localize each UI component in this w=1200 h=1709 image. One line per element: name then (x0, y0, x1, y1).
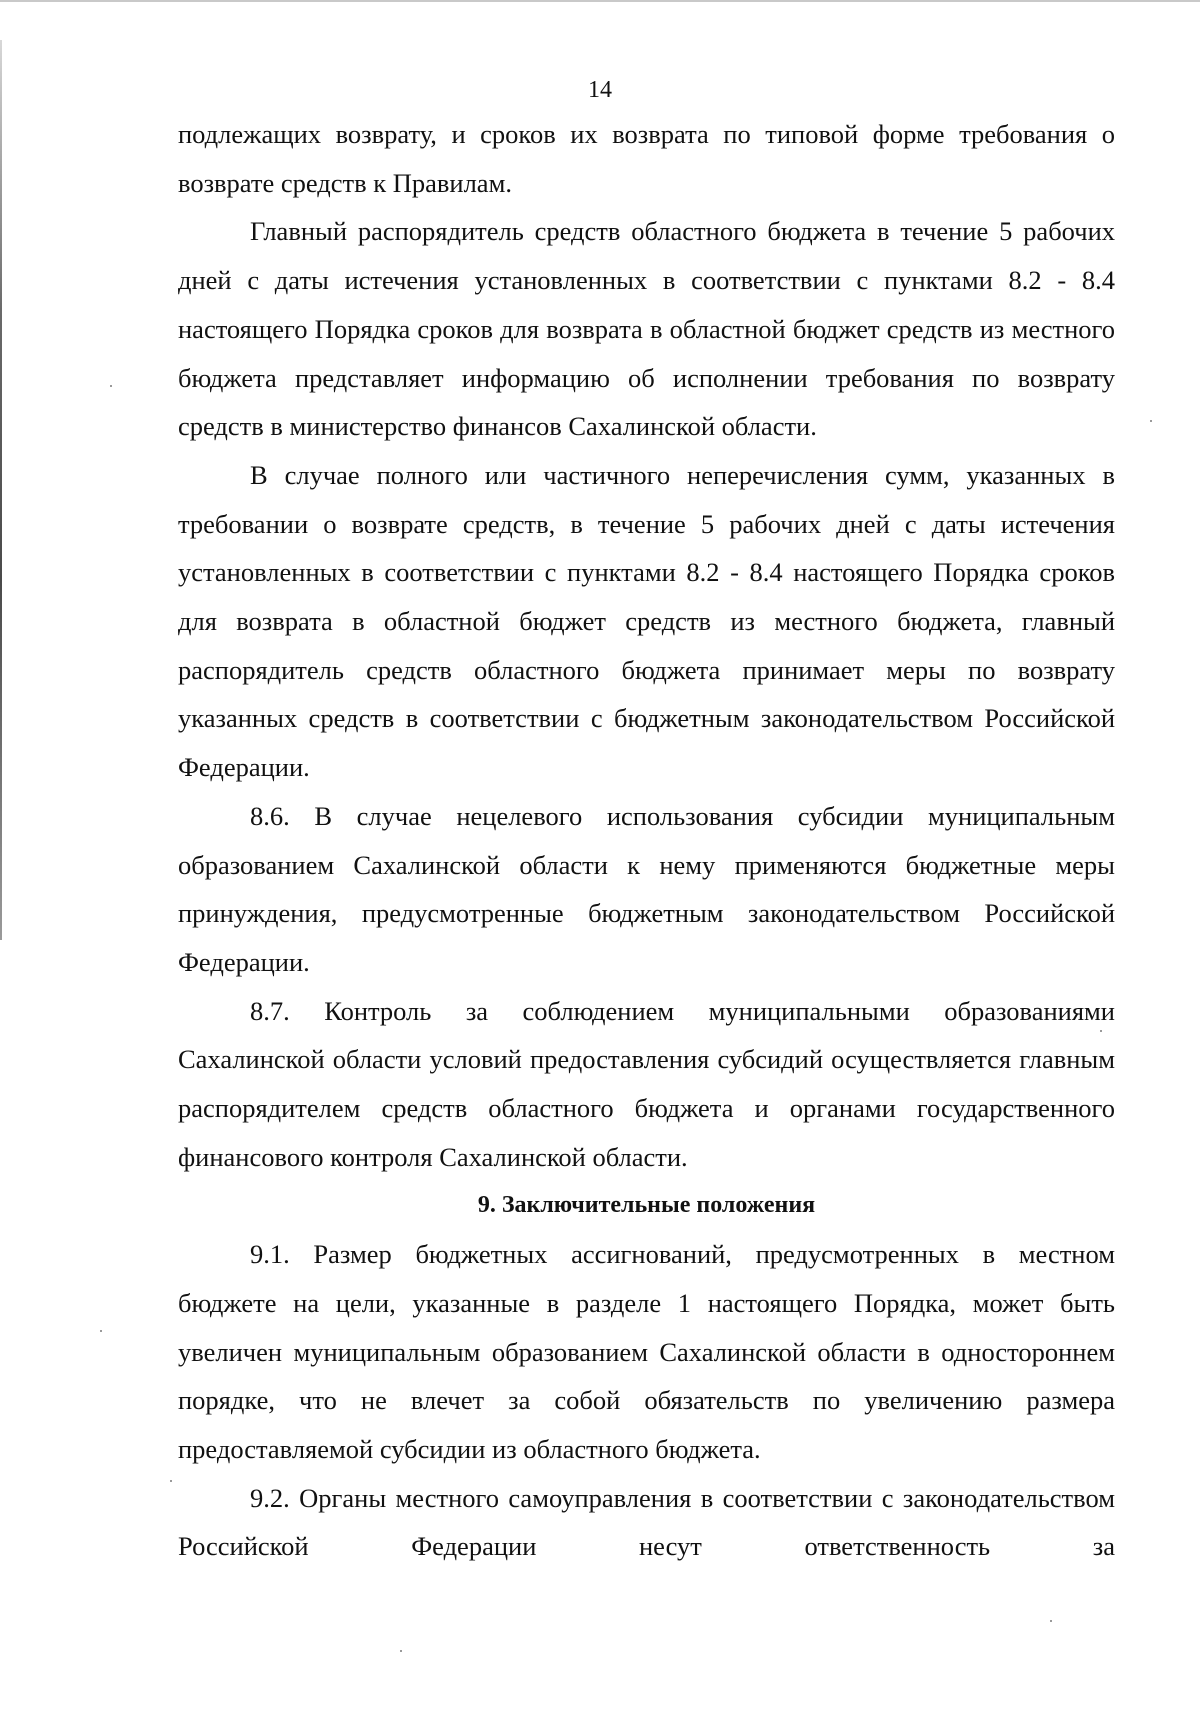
scan-speck (400, 1650, 402, 1652)
paragraph-main-distributor-info: Главный распорядитель средств областного бюджета в течение 5 рабочих дней с даты истечения установленных в соответствии с пунктами 8.2 - 8.4 настоящего Порядка сроков для возврата в областной бюджет средств из местного бюджета представляет информацию об исполнении требования по возврату средств в министерство финансов Сахалинской области. (178, 216, 1115, 442)
paragraph-non-transfer-measures: В случае полного или частичного неперечисления сумм, указанных в требовании о возврате средств, в течение 5 рабочих дней с даты истечения установленных в соответствии с пунктами 8.2 - 8.4 настоящего Порядка сроков для возврата в областной бюджет средств из местного бюджета, главный распорядитель средств областного бюджета принимает меры по возврату указанных средств в соответствии с бюджетным законодательством Российской Федерации. (178, 459, 1115, 783)
document-body (178, 110, 1115, 1571)
scan-speck (170, 1480, 172, 1482)
paragraph-continuation: подлежащих возврату, и сроков их возврата по типовой форме требования о возврате средств к Правилам. (178, 119, 1115, 198)
paragraph-9-2: 9.2. Органы местного самоуправления в соответствии с законодательством Российской Федерации несут ответственность за (178, 1482, 1115, 1562)
paragraph-8-7: 8.7. Контроль за соблюдением муниципальными образованиями Сахалинской области условий предоставления субсидий осуществляется главным распорядителем средств областного бюджета и органами государственного финансового контроля Сахалинской области. (178, 995, 1115, 1172)
paragraph-8-6: 8.6. В случае нецелевого использования субсидии муниципальным образованием Сахалинской области к нему применяются бюджетные меры принуждения, предусмотренные бюджетным законодательством Российской Федерации. (178, 800, 1115, 977)
scan-edge-left (0, 40, 2, 940)
scan-speck (1150, 420, 1152, 422)
scan-speck (110, 385, 112, 387)
scan-speck (1100, 1030, 1102, 1032)
paragraph-9-1: 9.1. Размер бюджетных ассигнований, предусмотренных в местном бюджете на цели, указанные в разделе 1 настоящего Порядка, может быть увеличен муниципальным образованием Сахалинской области в одностороннем порядке, что не влечет за собой обязательств по увеличению размера предоставляемой субсидии из областного бюджета. (178, 1239, 1115, 1464)
scan-speck (1050, 1620, 1052, 1622)
page-number: 14 (588, 77, 612, 103)
scan-speck (100, 1330, 102, 1332)
scan-edge-top (0, 0, 1200, 2)
section-heading: 9. Заключительные положения (477, 1192, 816, 1219)
